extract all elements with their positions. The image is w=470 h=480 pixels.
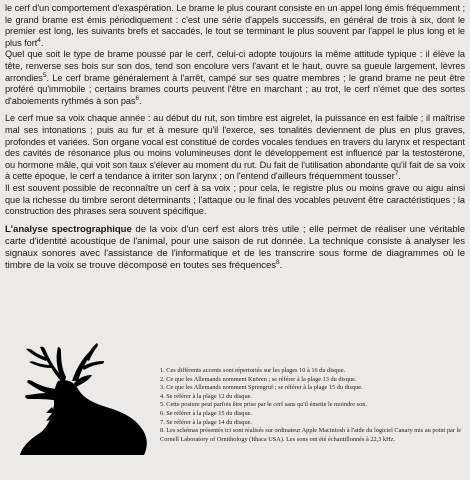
footnote-item: 2. Ce que les Allemands nomment Knören ; se référer à la plage 13 du disque. [160, 375, 357, 383]
footnote-ref-8[interactable]: 8 [276, 258, 280, 266]
footnote-item: 6. Se référer à la plage 15 du disque. [160, 409, 252, 417]
footnote-item: 5. Cette posture peut parfois être prise par le cerf sans qu'il émette le moindre son. [160, 401, 367, 409]
footnote-item: 1. Ces différents accents sont répertoriés sur les plages 10 à 16 du disque. [160, 367, 346, 374]
footnote-ref-5[interactable]: 5 [42, 71, 47, 79]
footnote-ref-6[interactable]: 6 [135, 94, 140, 102]
paragraph-1 [5, 3, 465, 49]
paragraph-end: . [40, 37, 44, 48]
stag-silhouette-icon [2, 337, 152, 457]
paragraph-text: Le cerf mue sa voix chaque année : au début du rut, son timbre est aigrelet, la puissance en est faible ; il maîtrise mal ses intonations ; puis au fur et à mesure qu'il l'exerce, ses tonalités deviennent de plus en plus graves, profondes et variées. Son organe vocal est constitué de cordes vocales tendues en travers du larynx et respectant des cavités de résonance plus ou moins volumineuses dont le développement est influencé par la testostérone, ou hormone mâle, qui voit son taux s'élever au moment du rut. Du fait de l'utilisation abondante qu'il fait de sa voix à cette époque, le cerf a tendance à irriter son larynx ; on l'entend d'ailleurs fréquemment tousser [5, 113, 465, 182]
paragraph-text: Quel que soit le type de brame poussé par le cerf, celui-ci adopte toujours la même attitude typique : il élève la tête, renverse ses bois sur son dos, tend son encolure vers l'avant et le haut, ouvre sa gueule largement, lèvres arrondies [5, 49, 465, 83]
section-lead: L'analyse spectrographique [5, 223, 132, 235]
lower-section [0, 335, 470, 480]
paragraph-text: le cerf d'un comportement d'exaspération. Le brame le plus courant consiste en un appel long émis fréquemment ; le grand brame est émis périodiquement : c'est une série d'appels successifs, en général de trois à six, dont le premier est long, les suivants brefs et saccadés, le tout se terminant le plus souvent par l'appel le plus long et le plus fort [5, 3, 465, 48]
paragraph-3 [5, 113, 465, 183]
paragraph-2 [5, 49, 465, 107]
paragraph-text: de la voix d'un cerf est alors très utile ; elle permet de réaliser une véritable carte d'identité acoustique de l'animal, pour une saison de rut donnée. La technique consiste à analyser les signaux sonores avec l'assistance de l'informatique et de les transcrire sous forme de diagrammes où le timbre de la voix se trouve décomposé en toutes ses fréquences [5, 223, 465, 271]
footnote-ref-7[interactable]: 7 [394, 170, 399, 178]
paragraph-text: . Le cerf brame généralement à l'arrêt, campé sur ses quatre membres ; le grand brame ne peut être proféré qu'immobile ; certains brames courts peuvent l'être en marchant ; au trot, le cerf n'émet que des sortes d'aboiements rythmés à son pas [5, 72, 465, 106]
paragraph-end: . [398, 171, 401, 182]
footnotes-list [160, 367, 464, 444]
paragraph-4 [5, 183, 465, 218]
footnote-item: 4. Se référer à la plage 12 du disque. [160, 392, 252, 400]
footnote-item: 3. Ce que les Allemands nomment Sprengruf ; se référer à la plage 15 du disque. [160, 384, 363, 392]
paragraph-end: . [279, 259, 283, 271]
paragraph-text: Il est souvent possible de reconnaître un cerf à sa voix ; pour cela, le registre plus ou moins grave ou aigu ainsi que la richesse du timbre seront déterminants ; l'attaque ou le final des vocables peuvent être caractéristiques ; la construction des phrases sera souvent spécifique. [5, 182, 465, 217]
paragraph-5 [5, 224, 465, 272]
paragraph-end: . [139, 95, 142, 106]
footnote-item: 7. Se référer à la plage 14 du disque. [160, 418, 252, 426]
footnote-item: 8. Les schémas présentés ici sont réalisés sur ordinateur Apple Macintosh à l'aide du logiciel Canary mis au point par le Cornell Laboratory of Ornithology (Ithaca USA). Les sons ont été échantillonnés à 22,3 kHz. [160, 427, 462, 443]
footnote-ref-4[interactable]: 4 [37, 36, 41, 44]
